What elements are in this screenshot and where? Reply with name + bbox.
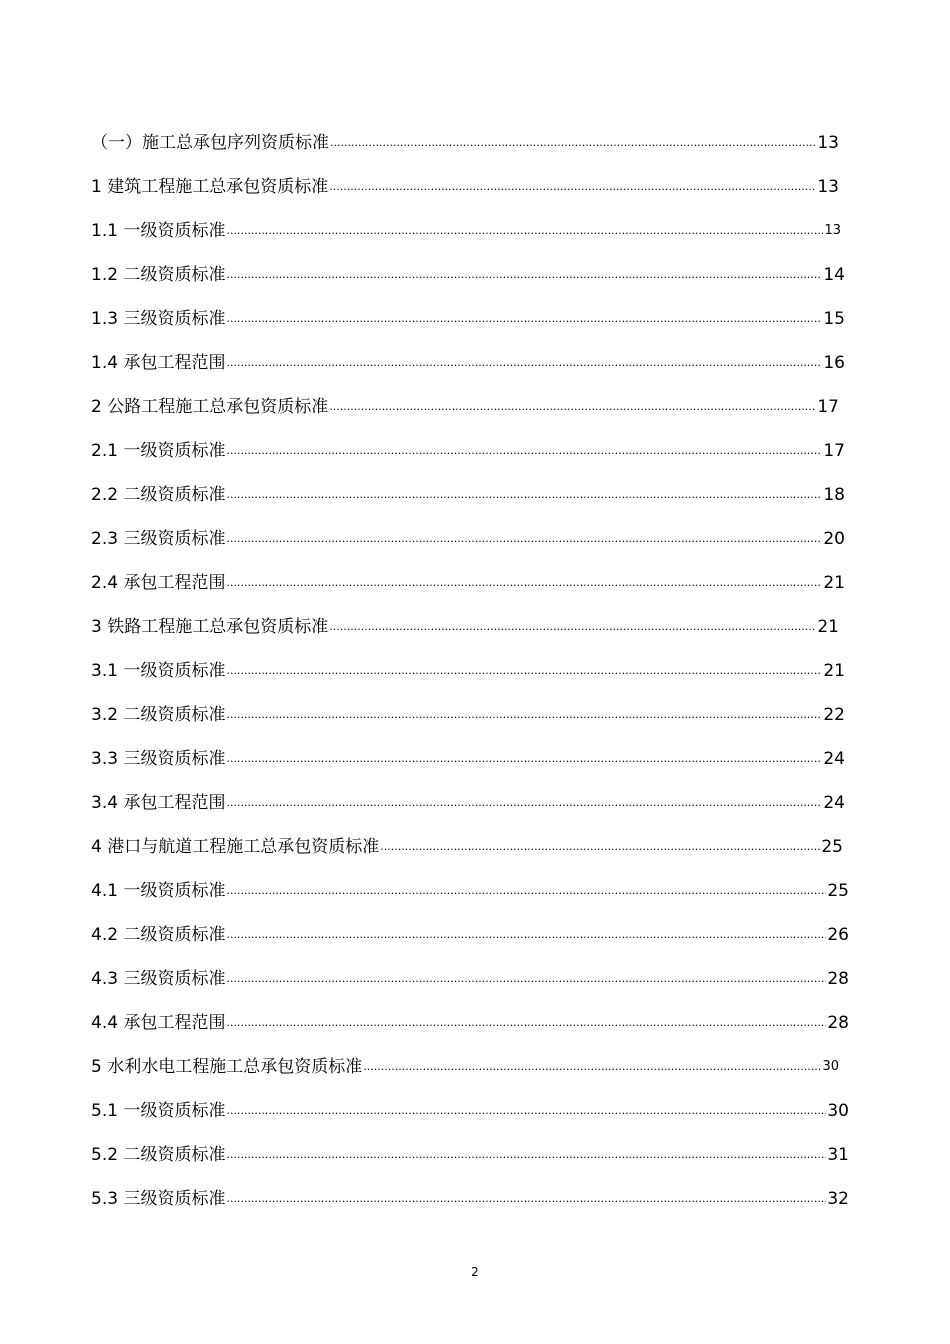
- toc-leader-dots: [226, 1104, 826, 1118]
- toc-entry-number: 3.4: [91, 793, 119, 813]
- toc-entry-label: 一级资质标准: [123, 1101, 226, 1121]
- toc-leader-dots: [226, 884, 826, 898]
- toc-leader-dots: [226, 1192, 826, 1206]
- toc-entry[interactable]: [91, 1186, 849, 1210]
- toc-leader-dots: [226, 1016, 826, 1030]
- toc-entry-number: 5.3: [91, 1189, 119, 1209]
- toc-entry-label: 水利水电工程施工总承包资质标准: [107, 1057, 363, 1077]
- toc-entry[interactable]: [91, 1098, 849, 1122]
- toc-leader-dots: [226, 312, 822, 326]
- toc-entry-page: 24: [823, 793, 845, 813]
- toc-entry[interactable]: [91, 790, 845, 814]
- toc-entry-number: 4.2: [91, 925, 119, 945]
- toc-entry[interactable]: [91, 702, 845, 726]
- toc-entry-page: 30: [827, 1101, 849, 1121]
- toc-entry-page: 17: [823, 441, 845, 461]
- toc-entry-label: 三级资质标准: [123, 309, 226, 329]
- toc-entry-label: 一级资质标准: [123, 441, 226, 461]
- toc-entry-number: 1.2: [91, 265, 119, 285]
- toc-entry-number: 2.2: [91, 485, 119, 505]
- toc-entry-page: 24: [823, 749, 845, 769]
- toc-entry-number: 4.3: [91, 969, 119, 989]
- toc-leader-dots: [226, 532, 822, 546]
- toc-entry-number: 2.3: [91, 529, 119, 549]
- toc-entry-page: 25: [827, 881, 849, 901]
- toc-entry[interactable]: [91, 174, 839, 198]
- toc-entry-page: 18: [823, 485, 845, 505]
- toc-leader-dots: [226, 1148, 826, 1162]
- toc-leader-dots: [380, 840, 820, 854]
- toc-leader-dots: [226, 576, 822, 590]
- toc-entry-label: 承包工程范围: [123, 573, 226, 593]
- toc-entry-label: （一）施工总承包序列资质标准: [91, 133, 329, 153]
- toc-leader-dots: [226, 488, 822, 502]
- toc-entry-page: 28: [827, 1013, 849, 1033]
- toc-entry[interactable]: [91, 922, 849, 946]
- toc-entry[interactable]: [91, 350, 845, 374]
- toc-entry-number: 5: [91, 1057, 102, 1077]
- toc-leader-dots: [329, 620, 816, 634]
- toc-entry-label: 承包工程范围: [123, 793, 226, 813]
- toc-entry-page: 32: [827, 1189, 849, 1209]
- toc-entry-number: 3.2: [91, 705, 119, 725]
- toc-entry-label: 二级资质标准: [123, 705, 226, 725]
- toc-leader-dots: [226, 664, 822, 678]
- toc-entry-number: 5.2: [91, 1145, 119, 1165]
- toc-entry-page: 13: [817, 133, 839, 153]
- toc-entry[interactable]: [91, 394, 839, 418]
- toc-entry[interactable]: [91, 834, 843, 858]
- toc-entry-page: 31: [827, 1145, 849, 1165]
- toc-entry-page: 30: [822, 1059, 839, 1074]
- toc-entry-label: 建筑工程施工总承包资质标准: [107, 177, 329, 197]
- toc-entry-number: 5.1: [91, 1101, 119, 1121]
- toc-entry-label: 一级资质标准: [123, 221, 226, 241]
- toc-leader-dots: [226, 708, 822, 722]
- toc-entry-label: 二级资质标准: [123, 925, 226, 945]
- toc-entry-label: 铁路工程施工总承包资质标准: [107, 617, 329, 637]
- toc-entry-label: 二级资质标准: [123, 265, 226, 285]
- toc-entry[interactable]: [91, 966, 849, 990]
- toc-entry-label: 港口与航道工程施工总承包资质标准: [107, 837, 380, 857]
- toc-entry-label: 二级资质标准: [123, 1145, 226, 1165]
- toc-entry-label: 三级资质标准: [123, 1189, 226, 1209]
- toc-leader-dots: [226, 928, 826, 942]
- toc-leader-dots: [226, 444, 822, 458]
- toc-entry[interactable]: [91, 1010, 849, 1034]
- toc-entry[interactable]: [91, 526, 845, 550]
- toc-leader-dots: [226, 268, 822, 282]
- toc-entry-label: 一级资质标准: [123, 661, 226, 681]
- toc-entry-page: 17: [817, 397, 839, 417]
- toc-entry[interactable]: [91, 658, 845, 682]
- toc-leader-dots: [226, 796, 822, 810]
- toc-leader-dots: [329, 400, 816, 414]
- toc-entry-page: 20: [823, 529, 845, 549]
- toc-entry-page: 21: [817, 617, 839, 637]
- toc-entry-page: 21: [823, 661, 845, 681]
- toc-entry[interactable]: [91, 614, 839, 638]
- toc-entry[interactable]: [91, 438, 845, 462]
- toc-entry[interactable]: [91, 306, 845, 330]
- toc-entry[interactable]: [91, 218, 841, 242]
- toc-entry-number: 1.4: [91, 353, 119, 373]
- toc-entry[interactable]: [91, 570, 845, 594]
- toc-entry[interactable]: [91, 130, 839, 154]
- toc-leader-dots: [329, 180, 816, 194]
- toc-entry-number: 4.4: [91, 1013, 119, 1033]
- page-number: 2: [471, 1265, 479, 1279]
- toc-entry-number: 1.3: [91, 309, 119, 329]
- toc-entry-number: 3.3: [91, 749, 119, 769]
- toc-entry-page: 25: [821, 837, 843, 857]
- toc-entry-page: 14: [823, 265, 845, 285]
- toc-entry-label: 一级资质标准: [123, 881, 226, 901]
- toc-entry-label: 三级资质标准: [123, 969, 226, 989]
- toc-leader-dots: [363, 1060, 821, 1074]
- toc-entry-page: 16: [823, 353, 845, 373]
- toc-entry-number: 2: [91, 397, 102, 417]
- toc-entry[interactable]: [91, 746, 845, 770]
- toc-entry-number: 1.1: [91, 221, 119, 241]
- toc-entry-label: 二级资质标准: [123, 485, 226, 505]
- toc-entry-label: 公路工程施工总承包资质标准: [107, 397, 329, 417]
- toc-leader-dots: [226, 752, 822, 766]
- toc-entry-page: 26: [827, 925, 849, 945]
- toc-entry-page: 21: [823, 573, 845, 593]
- toc-entry[interactable]: [91, 482, 845, 506]
- toc-entry[interactable]: [91, 878, 849, 902]
- toc-entry-label: 承包工程范围: [123, 353, 226, 373]
- toc-entry-page: 28: [827, 969, 849, 989]
- toc-leader-dots: [226, 224, 823, 238]
- toc-entry-page: 13: [824, 223, 841, 238]
- toc-entry-label: 三级资质标准: [123, 529, 226, 549]
- toc-leader-dots: [226, 356, 822, 370]
- toc-entry-number: 4: [91, 837, 102, 857]
- toc-entry-number: 1: [91, 177, 102, 197]
- toc-entry-number: 2.4: [91, 573, 119, 593]
- toc-entry-page: 15: [823, 309, 845, 329]
- toc-entry-label: 承包工程范围: [123, 1013, 226, 1033]
- toc-entry-number: 2.1: [91, 441, 119, 461]
- toc-entry[interactable]: [91, 1054, 839, 1078]
- toc-entry-page: 13: [817, 177, 839, 197]
- toc-entry-number: 3.1: [91, 661, 119, 681]
- toc-entry[interactable]: [91, 262, 845, 286]
- toc-entry-number: 4.1: [91, 881, 119, 901]
- toc-entry-label: 三级资质标准: [123, 749, 226, 769]
- toc-leader-dots: [330, 136, 816, 150]
- toc-leader-dots: [226, 972, 826, 986]
- toc-entry-number: 3: [91, 617, 102, 637]
- toc-entry-page: 22: [823, 705, 845, 725]
- toc-entry[interactable]: [91, 1142, 849, 1166]
